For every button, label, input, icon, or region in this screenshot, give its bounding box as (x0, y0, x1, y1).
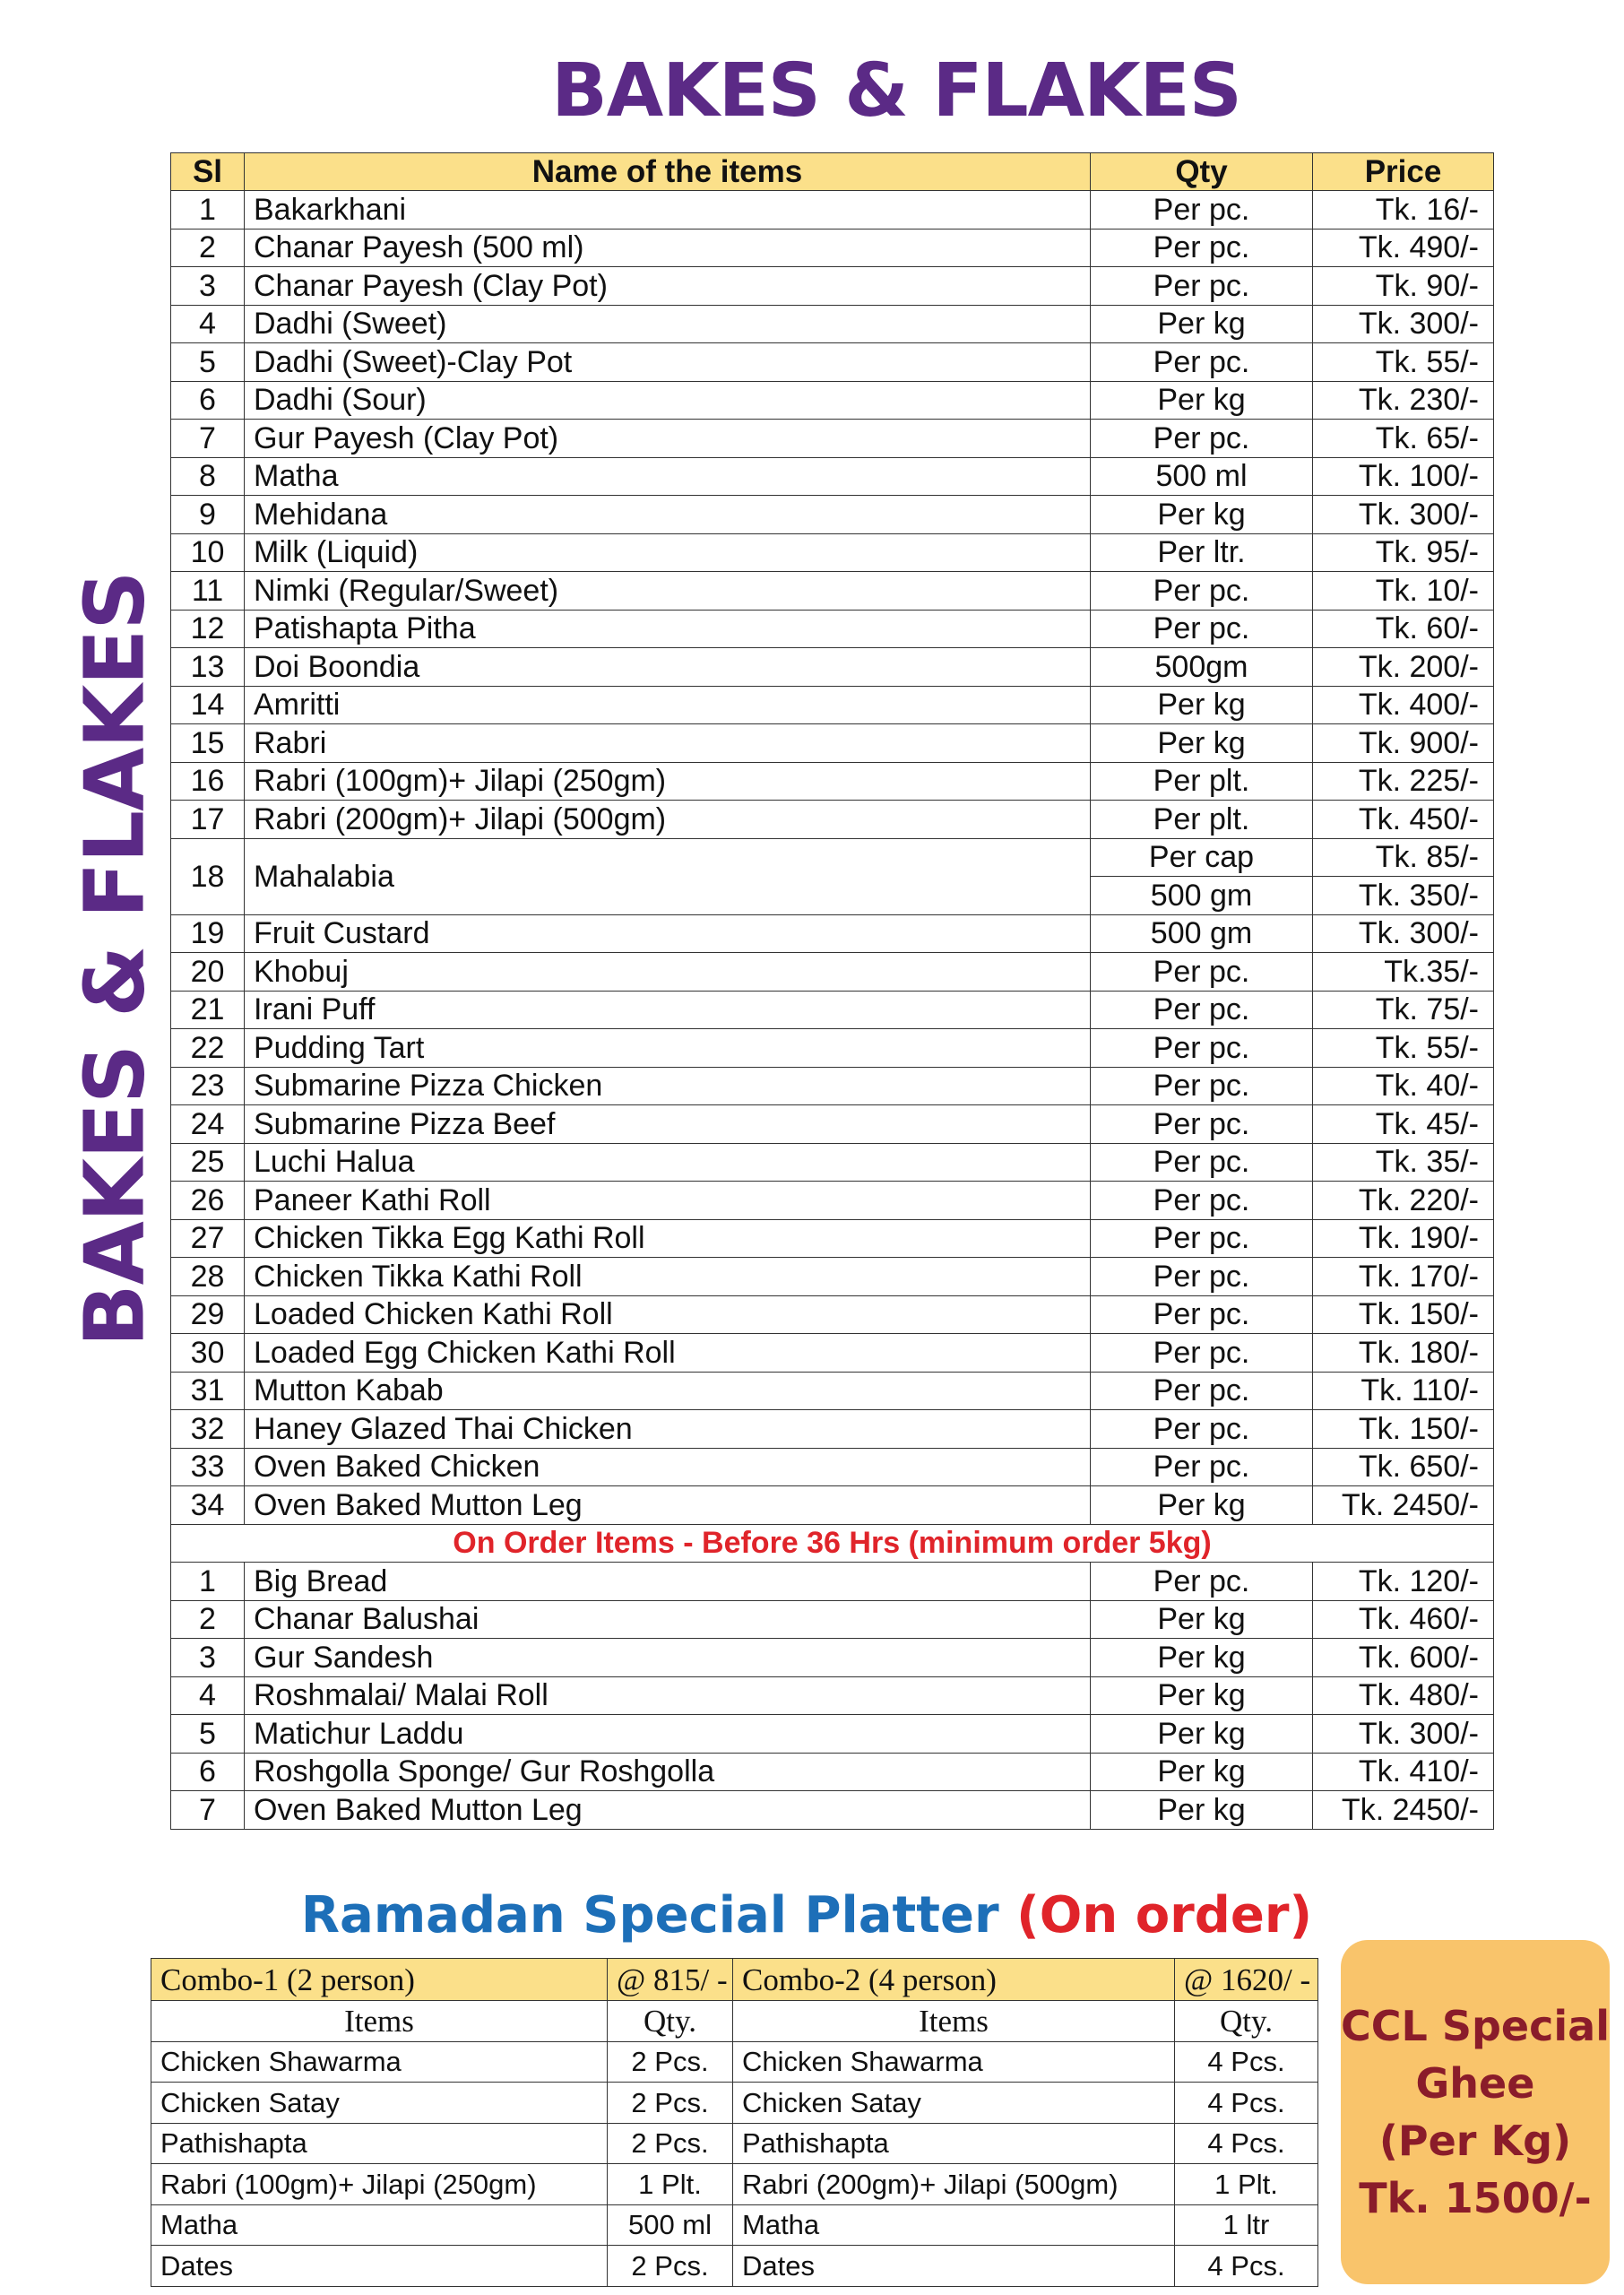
table-row (171, 1182, 1494, 1220)
row-name: Rabri (100gm)+ Jilapi (250gm) (245, 762, 1091, 801)
row-name: Rabri (245, 724, 1091, 763)
row-qty: Per pc. (1091, 1143, 1313, 1182)
row-qty: Per pc. (1091, 572, 1313, 611)
row-name: Khobuj (245, 953, 1091, 992)
combo2-item: Pathishapta (733, 2123, 1175, 2164)
table-row (171, 610, 1494, 648)
header-price: Price (1313, 153, 1494, 191)
row-qty: Per pc. (1091, 1258, 1313, 1296)
row-qty: 500 ml (1091, 457, 1313, 496)
combo2-item: Chicken Satay (733, 2083, 1175, 2124)
row-qty: Per plt. (1091, 762, 1313, 801)
table-row (171, 229, 1494, 267)
row-name: Rabri (200gm)+ Jilapi (500gm) (245, 801, 1091, 839)
row-price: Tk. 85/- (1313, 838, 1494, 877)
row-qty: 500 gm (1091, 914, 1313, 953)
row-name: Dadhi (Sour) (245, 381, 1091, 420)
row-sl: 31 (171, 1372, 245, 1410)
row-price: Tk. 410/- (1313, 1753, 1494, 1791)
row-price: Tk. 480/- (1313, 1676, 1494, 1715)
row-qty: Per kg (1091, 381, 1313, 420)
row-price: Tk. 16/- (1313, 191, 1494, 230)
table-row (171, 1448, 1494, 1486)
table-row (171, 572, 1494, 611)
combo-header-row (151, 1959, 1318, 2001)
table-row (171, 343, 1494, 382)
row-price: Tk. 350/- (1313, 877, 1494, 915)
row-name: Patishapta Pitha (245, 610, 1091, 648)
combo2-item: Rabri (200gm)+ Jilapi (500gm) (733, 2164, 1175, 2205)
row-sl: 32 (171, 1410, 245, 1449)
row-sl: 13 (171, 648, 245, 687)
order-table-row (171, 1676, 1494, 1715)
row-name: Dadhi (Sweet) (245, 305, 1091, 343)
combo-table (151, 1958, 1318, 2287)
row-sl: 33 (171, 1448, 245, 1486)
table-row (171, 1295, 1494, 1334)
table-row (171, 305, 1494, 343)
combo1-qty: 1 Plt. (608, 2164, 733, 2205)
row-price: Tk. 450/- (1313, 801, 1494, 839)
row-sl: 25 (171, 1143, 245, 1182)
menu-table-body (171, 191, 1494, 1830)
combo2-items-header: Items (733, 2001, 1175, 2042)
row-price: Tk. 110/- (1313, 1372, 1494, 1410)
combo2-item: Matha (733, 2204, 1175, 2246)
combo1-item: Dates (151, 2246, 608, 2287)
ramadan-title (269, 1886, 1344, 1944)
combo-subheader-row (151, 2001, 1318, 2042)
row-sl: 6 (171, 1753, 245, 1791)
combo1-qty-header: Qty. (608, 2001, 733, 2042)
row-qty: 500gm (1091, 648, 1313, 687)
row-price: Tk. 150/- (1313, 1295, 1494, 1334)
table-row (171, 267, 1494, 306)
table-row (171, 496, 1494, 534)
row-sl: 2 (171, 229, 245, 267)
row-sl: 18 (171, 838, 245, 914)
row-price: Tk. 45/- (1313, 1105, 1494, 1144)
table-row (171, 1143, 1494, 1182)
row-sl: 8 (171, 457, 245, 496)
combo1-qty: 2 Pcs. (608, 2041, 733, 2083)
table-row (171, 648, 1494, 687)
row-sl: 14 (171, 686, 245, 724)
order-note-row (171, 1524, 1494, 1563)
row-sl: 15 (171, 724, 245, 763)
combo2-qty: 4 Pcs. (1175, 2083, 1318, 2124)
table-row (171, 457, 1494, 496)
row-price: Tk. 650/- (1313, 1448, 1494, 1486)
row-qty: Per pc. (1091, 1295, 1313, 1334)
table-row (171, 1258, 1494, 1296)
row-sl: 23 (171, 1067, 245, 1105)
row-sl: 12 (171, 610, 245, 648)
row-sl: 30 (171, 1334, 245, 1373)
row-name: Roshgolla Sponge/ Gur Roshgolla (245, 1753, 1091, 1791)
order-table-row (171, 1791, 1494, 1830)
order-table-row (171, 1715, 1494, 1754)
combo1-qty: 2 Pcs. (608, 2123, 733, 2164)
row-qty: Per kg (1091, 1600, 1313, 1639)
row-qty: Per pc. (1091, 1105, 1313, 1144)
table-row (171, 1486, 1494, 1525)
row-name: Loaded Egg Chicken Kathi Roll (245, 1334, 1091, 1373)
row-name: Mutton Kabab (245, 1372, 1091, 1410)
row-name: Milk (Liquid) (245, 533, 1091, 572)
row-price: Tk. 100/- (1313, 457, 1494, 496)
combo2-qty: 4 Pcs. (1175, 2041, 1318, 2083)
combo1-items-header: Items (151, 2001, 608, 2042)
row-sl: 2 (171, 1600, 245, 1639)
table-row (171, 420, 1494, 458)
table-row (171, 762, 1494, 801)
combo1-qty: 500 ml (608, 2204, 733, 2246)
row-price: Tk. 40/- (1313, 1067, 1494, 1105)
row-sl: 34 (171, 1486, 245, 1525)
combo1-item: Pathishapta (151, 2123, 608, 2164)
row-name: Chicken Tikka Kathi Roll (245, 1258, 1091, 1296)
combo1-name: Combo-1 (2 person) (151, 1959, 608, 2001)
row-sl: 4 (171, 1676, 245, 1715)
page-title: BAKES & FLAKES (551, 48, 1241, 134)
row-sl: 20 (171, 953, 245, 992)
side-title-container (52, 571, 177, 1347)
row-price: Tk. 600/- (1313, 1639, 1494, 1677)
row-sl: 29 (171, 1295, 245, 1334)
row-qty: Per pc. (1091, 1219, 1313, 1258)
menu-table-header (171, 153, 1494, 191)
combo2-price: @ 1620/ - (1175, 1959, 1318, 2001)
table-row (171, 1219, 1494, 1258)
row-name: Matha (245, 457, 1091, 496)
ramadan-title-text: Ramadan Special Platter (300, 1886, 999, 1944)
row-name: Gur Payesh (Clay Pot) (245, 420, 1091, 458)
ghee-line-3: (Per Kg) (1378, 2117, 1572, 2165)
row-qty: Per pc. (1091, 420, 1313, 458)
row-name: Oven Baked Mutton Leg (245, 1486, 1091, 1525)
menu-table (170, 152, 1494, 1830)
combo-row (151, 2164, 1318, 2205)
row-sl: 3 (171, 267, 245, 306)
row-price: Tk. 400/- (1313, 686, 1494, 724)
order-table-row (171, 1563, 1494, 1601)
row-name: Submarine Pizza Chicken (245, 1067, 1091, 1105)
order-table-row (171, 1639, 1494, 1677)
table-row (171, 914, 1494, 953)
row-sl: 5 (171, 343, 245, 382)
row-price: Tk. 300/- (1313, 1715, 1494, 1754)
row-qty: Per kg (1091, 724, 1313, 763)
row-qty: Per kg (1091, 1676, 1313, 1715)
combo2-item: Chicken Shawarma (733, 2041, 1175, 2083)
row-qty: Per pc. (1091, 1372, 1313, 1410)
row-qty: Per plt. (1091, 801, 1313, 839)
row-name: Chicken Tikka Egg Kathi Roll (245, 1219, 1091, 1258)
row-qty: Per pc. (1091, 953, 1313, 992)
row-price: Tk. 60/- (1313, 610, 1494, 648)
row-sl: 26 (171, 1182, 245, 1220)
row-price: Tk. 180/- (1313, 1334, 1494, 1373)
row-price: Tk. 95/- (1313, 533, 1494, 572)
table-row (171, 1029, 1494, 1068)
row-qty: Per pc. (1091, 191, 1313, 230)
table-row (171, 1372, 1494, 1410)
row-sl: 17 (171, 801, 245, 839)
row-price: Tk. 75/- (1313, 991, 1494, 1029)
row-name: Roshmalai/ Malai Roll (245, 1676, 1091, 1715)
header-sl: Sl (171, 153, 245, 191)
row-sl: 28 (171, 1258, 245, 1296)
row-name: Nimki (Regular/Sweet) (245, 572, 1091, 611)
combo-row (151, 2204, 1318, 2246)
row-qty: Per cap (1091, 838, 1313, 877)
row-name: Chanar Balushai (245, 1600, 1091, 1639)
row-qty: Per pc. (1091, 1182, 1313, 1220)
row-qty: Per pc. (1091, 991, 1313, 1029)
row-price: Tk. 300/- (1313, 496, 1494, 534)
row-name: Chanar Payesh (500 ml) (245, 229, 1091, 267)
row-sl: 22 (171, 1029, 245, 1068)
row-name: Bakarkhani (245, 191, 1091, 230)
row-price: Tk. 90/- (1313, 267, 1494, 306)
row-name: Pudding Tart (245, 1029, 1091, 1068)
row-price: Tk. 2450/- (1313, 1486, 1494, 1525)
row-name: Chanar Payesh (Clay Pot) (245, 267, 1091, 306)
row-qty: Per kg (1091, 1753, 1313, 1791)
table-row (171, 1334, 1494, 1373)
row-price: Tk. 2450/- (1313, 1791, 1494, 1830)
row-qty: Per ltr. (1091, 533, 1313, 572)
ghee-offer-box (1341, 1940, 1610, 2284)
table-row (171, 381, 1494, 420)
row-name: Irani Puff (245, 991, 1091, 1029)
row-sl: 1 (171, 191, 245, 230)
table-row (171, 686, 1494, 724)
row-name: Gur Sandesh (245, 1639, 1091, 1677)
header-name: Name of the items (245, 153, 1091, 191)
row-qty: Per pc. (1091, 1448, 1313, 1486)
row-price: Tk. 55/- (1313, 1029, 1494, 1068)
table-row (171, 838, 1494, 877)
row-name: Dadhi (Sweet)-Clay Pot (245, 343, 1091, 382)
combo1-qty: 2 Pcs. (608, 2083, 733, 2124)
combo-row (151, 2123, 1318, 2164)
row-price: Tk. 200/- (1313, 648, 1494, 687)
row-sl: 27 (171, 1219, 245, 1258)
ghee-line-1: CCL Special (1341, 2002, 1610, 2050)
row-sl: 1 (171, 1563, 245, 1601)
combo-table-body (151, 1959, 1318, 2287)
header-qty: Qty (1091, 153, 1313, 191)
combo1-qty: 2 Pcs. (608, 2246, 733, 2287)
combo-row (151, 2246, 1318, 2287)
row-price: Tk. 490/- (1313, 229, 1494, 267)
table-row (171, 533, 1494, 572)
row-qty: 500 gm (1091, 877, 1313, 915)
row-qty: Per pc. (1091, 1067, 1313, 1105)
row-price: Tk. 900/- (1313, 724, 1494, 763)
row-price: Tk. 190/- (1313, 1219, 1494, 1258)
row-price: Tk. 55/- (1313, 343, 1494, 382)
combo2-qty: 4 Pcs. (1175, 2246, 1318, 2287)
table-row (171, 191, 1494, 230)
row-sl: 16 (171, 762, 245, 801)
row-name: Amritti (245, 686, 1091, 724)
row-sl: 24 (171, 1105, 245, 1144)
combo2-qty: 1 Plt. (1175, 2164, 1318, 2205)
row-name: Oven Baked Mutton Leg (245, 1791, 1091, 1830)
combo2-name: Combo-2 (4 person) (733, 1959, 1175, 2001)
row-qty: Per kg (1091, 1791, 1313, 1830)
row-price: Tk.35/- (1313, 953, 1494, 992)
row-price: Tk. 35/- (1313, 1143, 1494, 1182)
row-price: Tk. 225/- (1313, 762, 1494, 801)
combo2-qty: 1 ltr (1175, 2204, 1318, 2246)
row-qty: Per pc. (1091, 1029, 1313, 1068)
row-price: Tk. 220/- (1313, 1182, 1494, 1220)
row-qty: Per kg (1091, 1715, 1313, 1754)
combo1-item: Matha (151, 2204, 608, 2246)
combo1-item: Chicken Shawarma (151, 2041, 608, 2083)
row-name: Doi Boondia (245, 648, 1091, 687)
table-row (171, 953, 1494, 992)
row-qty: Per kg (1091, 1486, 1313, 1525)
row-sl: 3 (171, 1639, 245, 1677)
combo1-item: Chicken Satay (151, 2083, 608, 2124)
row-price: Tk. 120/- (1313, 1563, 1494, 1601)
row-price: Tk. 170/- (1313, 1258, 1494, 1296)
row-name: Submarine Pizza Beef (245, 1105, 1091, 1144)
ramadan-title-suffix: (On order) (1016, 1886, 1313, 1944)
row-price: Tk. 230/- (1313, 381, 1494, 420)
table-row (171, 801, 1494, 839)
row-name: Matichur Laddu (245, 1715, 1091, 1754)
order-table-row (171, 1600, 1494, 1639)
row-price: Tk. 300/- (1313, 914, 1494, 953)
combo1-price: @ 815/ - (608, 1959, 733, 2001)
table-row (171, 991, 1494, 1029)
row-price: Tk. 300/- (1313, 305, 1494, 343)
table-row (171, 1067, 1494, 1105)
row-qty: Per kg (1091, 1639, 1313, 1677)
row-name: Paneer Kathi Roll (245, 1182, 1091, 1220)
row-price: Tk. 460/- (1313, 1600, 1494, 1639)
combo-row (151, 2083, 1318, 2124)
row-name: Big Bread (245, 1563, 1091, 1601)
row-sl: 10 (171, 533, 245, 572)
combo2-qty-header: Qty. (1175, 2001, 1318, 2042)
row-qty: Per pc. (1091, 1410, 1313, 1449)
table-row (171, 1105, 1494, 1144)
combo2-item: Dates (733, 2246, 1175, 2287)
row-name: Mehidana (245, 496, 1091, 534)
row-qty: Per pc. (1091, 229, 1313, 267)
row-qty: Per pc. (1091, 267, 1313, 306)
order-table-row (171, 1753, 1494, 1791)
table-row (171, 1410, 1494, 1449)
ghee-line-4: Tk. 1500/- (1359, 2174, 1592, 2222)
row-name: Mahalabia (245, 838, 1091, 914)
row-name: Haney Glazed Thai Chicken (245, 1410, 1091, 1449)
row-name: Oven Baked Chicken (245, 1448, 1091, 1486)
row-sl: 21 (171, 991, 245, 1029)
row-sl: 5 (171, 1715, 245, 1754)
combo2-qty: 4 Pcs. (1175, 2123, 1318, 2164)
row-name: Luchi Halua (245, 1143, 1091, 1182)
row-name: Loaded Chicken Kathi Roll (245, 1295, 1091, 1334)
row-qty: Per kg (1091, 496, 1313, 534)
row-qty: Per pc. (1091, 1563, 1313, 1601)
row-price: Tk. 65/- (1313, 420, 1494, 458)
row-sl: 19 (171, 914, 245, 953)
row-price: Tk. 10/- (1313, 572, 1494, 611)
row-sl: 6 (171, 381, 245, 420)
row-qty: Per pc. (1091, 343, 1313, 382)
row-qty: Per pc. (1091, 610, 1313, 648)
row-name: Fruit Custard (245, 914, 1091, 953)
row-sl: 11 (171, 572, 245, 611)
combo1-item: Rabri (100gm)+ Jilapi (250gm) (151, 2164, 608, 2205)
ghee-line-2: Ghee (1415, 2059, 1535, 2108)
row-qty: Per kg (1091, 686, 1313, 724)
order-note: On Order Items - Before 36 Hrs (minimum order 5kg) (171, 1524, 1494, 1563)
row-sl: 9 (171, 496, 245, 534)
row-qty: Per pc. (1091, 1334, 1313, 1373)
row-sl: 7 (171, 420, 245, 458)
table-row (171, 724, 1494, 763)
side-title: BAKES & FLAKES (66, 571, 163, 1347)
combo-row (151, 2041, 1318, 2083)
row-qty: Per kg (1091, 305, 1313, 343)
row-sl: 7 (171, 1791, 245, 1830)
row-price: Tk. 150/- (1313, 1410, 1494, 1449)
row-sl: 4 (171, 305, 245, 343)
